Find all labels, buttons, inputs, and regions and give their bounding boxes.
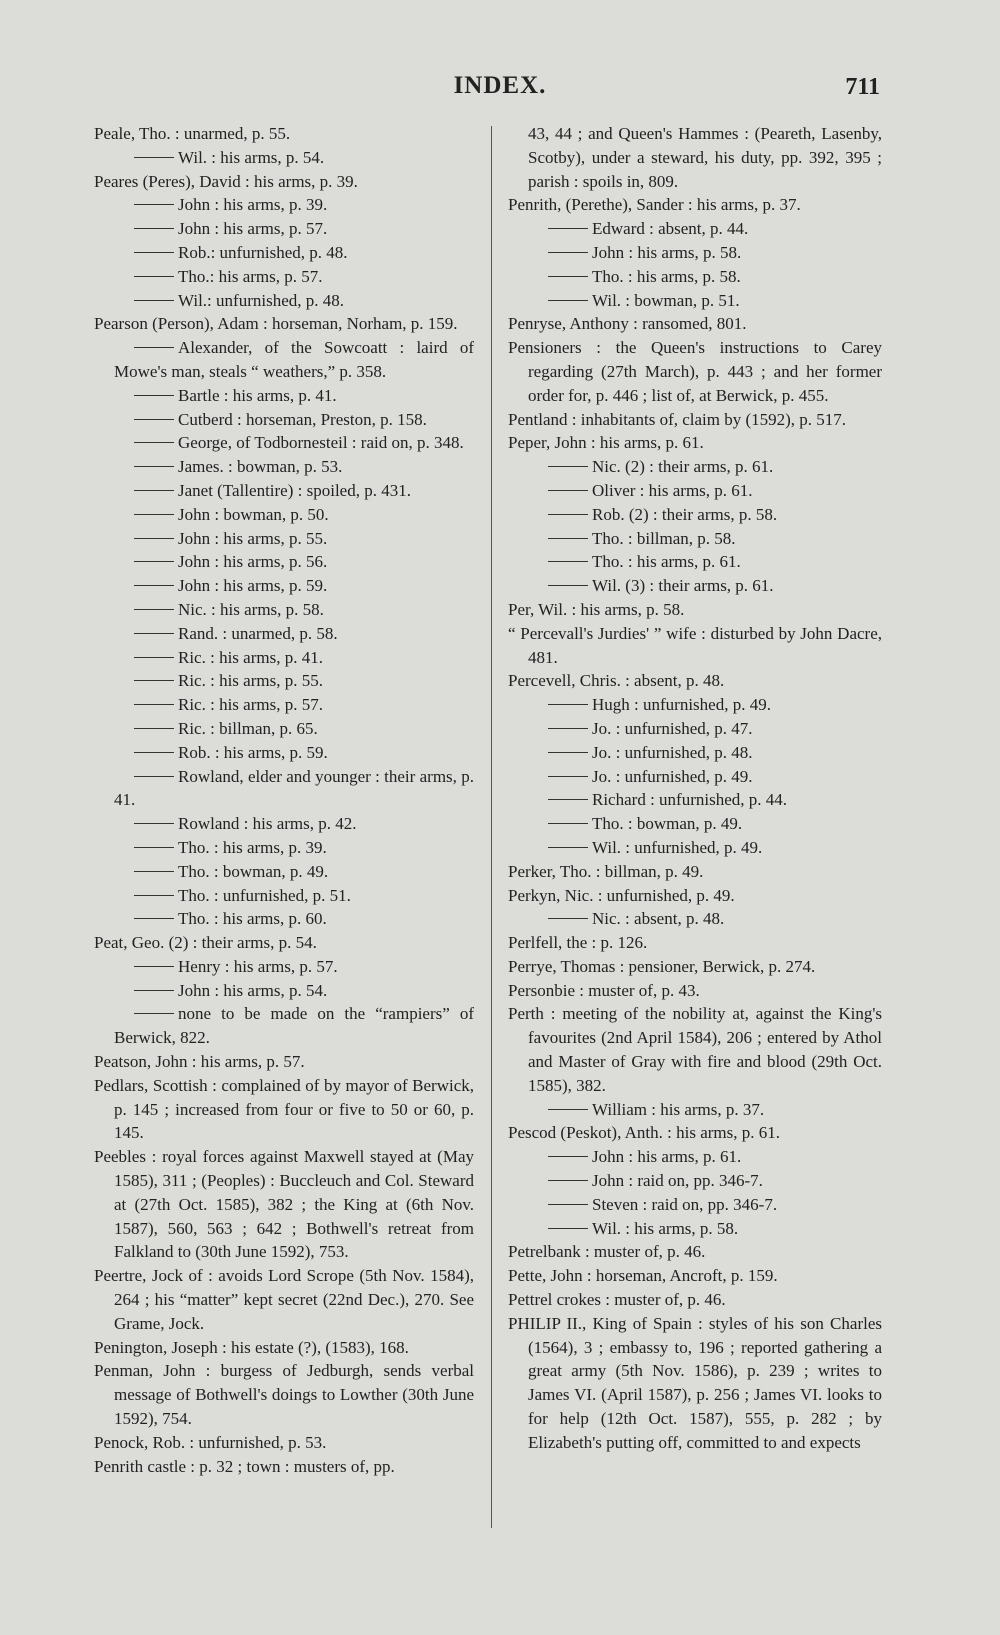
entry-text: Ric. : his arms, p. 57.	[178, 695, 323, 715]
ditto-dash	[548, 228, 588, 229]
entry-text: Peebles : royal forces against Maxwell stayed at (May 1585), 311 ; (Peoples) : Buccleuch and Col. Steward at (27th Oct. 1585), 382 ; the King at (6th Nov. 1587), 560, 563 ; 642 ; Bothwell's retreat from Falkland to (30th June 1592), 753.	[94, 1147, 474, 1262]
entry-text: Tho. : billman, p. 58.	[592, 528, 736, 548]
ditto-dash	[134, 728, 174, 729]
entry-text: John : his arms, p. 57.	[178, 219, 328, 239]
index-subentry	[94, 408, 474, 432]
index-subentry	[94, 622, 474, 646]
index-subentry	[94, 765, 474, 813]
index-subentry	[94, 884, 474, 908]
index-subentry	[94, 503, 474, 527]
index-subentry	[94, 812, 474, 836]
ditto-dash	[134, 585, 174, 586]
index-entry	[94, 1264, 474, 1335]
entry-text: Bartle : his arms, p. 41.	[178, 385, 337, 405]
entry-text: Steven : raid on, pp. 346-7.	[592, 1194, 778, 1214]
index-subentry	[94, 431, 474, 455]
entry-text: Rob.: unfurnished, p. 48.	[178, 242, 348, 262]
index-entry	[94, 312, 474, 336]
index-subentry	[508, 741, 882, 765]
index-entry	[508, 193, 882, 217]
entry-text: Pearson (Person), Adam : horseman, Norham, p. 159.	[94, 314, 458, 334]
entry-text: Peares (Peres), David : his arms, p. 39.	[94, 171, 358, 191]
entry-text: George, of Todbornesteil : raid on, p. 348.	[178, 433, 464, 453]
entry-text: Penock, Rob. : unfurnished, p. 53.	[94, 1432, 327, 1452]
index-subentry	[94, 336, 474, 384]
ditto-dash	[134, 918, 174, 919]
index-subentry	[508, 1145, 882, 1169]
index-subentry	[94, 479, 474, 503]
page-number: 711	[845, 74, 880, 100]
entry-text: Edward : absent, p. 44.	[592, 219, 749, 239]
ditto-dash	[134, 752, 174, 753]
entry-text: Nic. : his arms, p. 58.	[178, 599, 324, 619]
entry-text: John : his arms, p. 55.	[178, 528, 328, 548]
ditto-dash	[548, 1109, 588, 1110]
ditto-dash	[548, 538, 588, 539]
entry-text: Tho. : unfurnished, p. 51.	[178, 885, 351, 905]
entry-text: Penrith castle : p. 32 ; town : musters of, pp.	[94, 1456, 395, 1476]
entry-text: “ Percevall's Jurdies' ” wife : disturbed by John Dacre, 481.	[508, 623, 882, 667]
ditto-dash	[134, 228, 174, 229]
entry-text: Peatson, John : his arms, p. 57.	[94, 1052, 305, 1072]
index-entry	[94, 1336, 474, 1360]
index-subentry	[94, 979, 474, 1003]
index-subentry	[508, 1193, 882, 1217]
index-entry	[508, 1002, 882, 1097]
index-entry	[508, 860, 882, 884]
entry-text: Oliver : his arms, p. 61.	[592, 480, 753, 500]
ditto-dash	[134, 895, 174, 896]
index-subentry	[94, 860, 474, 884]
index-entry	[94, 1074, 474, 1145]
index-subentry	[508, 812, 882, 836]
entry-text: Tho. : his arms, p. 58.	[592, 266, 741, 286]
entry-text: Henry : his arms, p. 57.	[178, 956, 338, 976]
index-subentry	[508, 550, 882, 574]
entry-text: Tho. : his arms, p. 39.	[178, 837, 327, 857]
ditto-dash	[548, 561, 588, 562]
entry-text: Peertre, Jock of : avoids Lord Scrope (5th Nov. 1584), 264 ; his “matter” kept secret (22nd Dec.), 270. See Grame, Jock.	[94, 1266, 474, 1333]
ditto-dash	[134, 252, 174, 253]
entry-text: John : his arms, p. 39.	[178, 195, 328, 215]
index-subentry	[94, 527, 474, 551]
entry-text: Perkyn, Nic. : unfurnished, p. 49.	[508, 885, 735, 905]
entry-text: Penrith, (Perethe), Sander : his arms, p. 37.	[508, 195, 801, 215]
entry-text: Pensioners : the Queen's instructions to Carey regarding (27th March), p. 443 ; and her former order for, p. 446 ; list of, at Berwick, p. 455.	[508, 338, 882, 405]
index-entry	[94, 1145, 474, 1264]
index-entry	[508, 979, 882, 1003]
index-subentry	[508, 1169, 882, 1193]
index-subentry	[508, 455, 882, 479]
entry-text: Wil. : his arms, p. 58.	[592, 1218, 739, 1238]
index-subentry	[508, 788, 882, 812]
entry-text: Tho. : bowman, p. 49.	[592, 814, 743, 834]
entry-text: Peat, Geo. (2) : their arms, p. 54.	[94, 933, 317, 953]
ditto-dash	[134, 657, 174, 658]
index-subentry	[94, 265, 474, 289]
entry-text: John : his arms, p. 61.	[592, 1147, 742, 1167]
index-entry	[508, 1121, 882, 1145]
index-subentry	[94, 241, 474, 265]
index-subentry	[508, 1217, 882, 1241]
page-title: INDEX.	[453, 72, 547, 99]
entry-text: Penman, John : burgess of Jedburgh, sends verbal message of Bothwell's doings to Lowther (30th June 1592), 754.	[94, 1361, 474, 1429]
index-subentry	[94, 836, 474, 860]
entry-text: Cutberd : horseman, Preston, p. 158.	[178, 409, 427, 429]
ditto-dash	[134, 776, 174, 777]
index-subentry	[94, 646, 474, 670]
index-subentry	[94, 146, 474, 170]
entry-text: Personbie : muster of, p. 43.	[508, 980, 700, 1000]
index-subentry	[94, 955, 474, 979]
entry-text: Perrye, Thomas : pensioner, Berwick, p. 274.	[508, 956, 816, 976]
ditto-dash	[134, 204, 174, 205]
entry-text: Perker, Tho. : billman, p. 49.	[508, 861, 704, 881]
index-entry	[94, 1455, 474, 1479]
index-subentry	[94, 907, 474, 931]
index-entry	[508, 312, 882, 336]
ditto-dash	[548, 466, 588, 467]
entry-text: Tho.: his arms, p. 57.	[178, 266, 323, 286]
entry-text: Wil. (3) : their arms, p. 61.	[592, 576, 774, 596]
index-entry	[94, 1431, 474, 1455]
right-column	[508, 122, 882, 1455]
ditto-dash	[548, 823, 588, 824]
index-entry	[508, 622, 882, 670]
entry-text: Alexander, of the Sowcoatt : laird of Mowe's man, steals “ weathers,” p. 358.	[114, 338, 474, 381]
entry-text: John : his arms, p. 59.	[178, 576, 328, 596]
entry-text: John : bowman, p. 50.	[178, 504, 329, 524]
entry-text: Hugh : unfurnished, p. 49.	[592, 695, 771, 715]
ditto-dash	[548, 728, 588, 729]
index-entry	[508, 336, 882, 407]
index-subentry	[94, 669, 474, 693]
entry-text: Nic. : absent, p. 48.	[592, 909, 725, 929]
entry-text: Rob. : his arms, p. 59.	[178, 742, 328, 762]
index-subentry	[508, 693, 882, 717]
index-subentry	[94, 455, 474, 479]
index-entry	[94, 1050, 474, 1074]
ditto-dash	[134, 276, 174, 277]
index-entry	[94, 1359, 474, 1430]
entry-text: John : his arms, p. 54.	[178, 980, 328, 1000]
entry-text: Penryse, Anthony : ransomed, 801.	[508, 314, 747, 334]
entry-text: Nic. (2) : their arms, p. 61.	[592, 457, 774, 477]
ditto-dash	[548, 799, 588, 800]
entry-text: John : his arms, p. 58.	[592, 242, 742, 262]
index-entry	[94, 122, 474, 146]
index-entry	[508, 431, 882, 455]
ditto-dash	[134, 561, 174, 562]
entry-text: Pette, John : horseman, Ancroft, p. 159.	[508, 1266, 778, 1286]
entry-text: Pentland : inhabitants of, claim by (1592), p. 517.	[508, 409, 847, 429]
index-subentry	[508, 289, 882, 313]
left-column	[94, 122, 474, 1478]
index-entry	[508, 1264, 882, 1288]
ditto-dash	[134, 490, 174, 491]
index-subentry	[94, 717, 474, 741]
entry-text: Ric. : his arms, p. 41.	[178, 647, 323, 667]
index-subentry	[94, 598, 474, 622]
index-entry	[508, 669, 882, 693]
index-entry	[508, 1288, 882, 1312]
column-divider	[491, 126, 492, 1528]
entry-text: John : his arms, p. 56.	[178, 552, 328, 572]
index-entry	[508, 408, 882, 432]
index-subentry	[94, 384, 474, 408]
entry-text: Wil. : bowman, p. 51.	[592, 290, 740, 310]
entry-text: Peale, Tho. : unarmed, p. 55.	[94, 124, 291, 143]
entry-text: Perlfell, the : p. 126.	[508, 933, 648, 953]
entry-text: Tho. : bowman, p. 49.	[178, 861, 329, 881]
ditto-dash	[134, 157, 174, 158]
index-subentry	[508, 241, 882, 265]
ditto-dash	[134, 633, 174, 634]
ditto-dash	[548, 514, 588, 515]
index-entry	[508, 884, 882, 908]
ditto-dash	[134, 514, 174, 515]
ditto-dash	[134, 966, 174, 967]
ditto-dash	[548, 300, 588, 301]
ditto-dash	[134, 609, 174, 610]
entry-text: Wil.: unfurnished, p. 48.	[178, 290, 344, 310]
entry-text: Ric. : his arms, p. 55.	[178, 671, 323, 691]
ditto-dash	[548, 1228, 588, 1229]
ditto-dash	[548, 1204, 588, 1205]
ditto-dash	[134, 680, 174, 681]
index-subentry	[508, 836, 882, 860]
ditto-dash	[134, 300, 174, 301]
ditto-dash	[134, 1013, 174, 1014]
ditto-dash	[134, 871, 174, 872]
entry-text: Rand. : unarmed, p. 58.	[178, 623, 338, 643]
ditto-dash	[548, 918, 588, 919]
index-subentry	[508, 217, 882, 241]
ditto-dash	[548, 490, 588, 491]
index-entry	[508, 1240, 882, 1264]
ditto-dash	[134, 847, 174, 848]
ditto-dash	[134, 419, 174, 420]
index-entry	[508, 122, 882, 193]
entry-text: Wil. : his arms, p. 54.	[178, 147, 325, 167]
index-subentry	[508, 265, 882, 289]
index-subentry	[508, 574, 882, 598]
ditto-dash	[134, 395, 174, 396]
index-subentry	[508, 527, 882, 551]
entry-text: Janet (Tallentire) : spoiled, p. 431.	[178, 480, 411, 500]
index-entry	[94, 170, 474, 194]
index-subentry	[94, 217, 474, 241]
index-subentry	[94, 574, 474, 598]
index-subentry	[94, 289, 474, 313]
entry-text: Penington, Joseph : his estate (?), (1583), 168.	[94, 1337, 409, 1357]
entry-text: Jo. : unfurnished, p. 48.	[592, 742, 753, 762]
ditto-dash	[134, 990, 174, 991]
index-entry	[508, 955, 882, 979]
entry-text: Per, Wil. : his arms, p. 58.	[508, 599, 685, 619]
entry-text: James. : bowman, p. 53.	[178, 457, 343, 477]
index-entry	[508, 931, 882, 955]
index-subentry	[508, 503, 882, 527]
ditto-dash	[548, 585, 588, 586]
ditto-dash	[134, 347, 174, 348]
ditto-dash	[134, 704, 174, 705]
index-subentry	[94, 550, 474, 574]
ditto-dash	[134, 442, 174, 443]
entry-text: Petrelbank : muster of, p. 46.	[508, 1242, 706, 1262]
entry-text: Pedlars, Scottish : complained of by mayor of Berwick, p. 145 ; increased from four or five to 50 or 60, p. 145.	[94, 1075, 474, 1143]
entry-text: Percevell, Chris. : absent, p. 48.	[508, 671, 725, 691]
index-entry	[94, 931, 474, 955]
index-subentry	[94, 1002, 474, 1050]
index-subentry	[94, 693, 474, 717]
entry-text: Pescod (Peskot), Anth. : his arms, p. 61.	[508, 1123, 780, 1143]
entry-text: John : raid on, pp. 346-7.	[592, 1171, 763, 1191]
entry-text: Ric. : billman, p. 65.	[178, 718, 318, 738]
entry-text: Rob. (2) : their arms, p. 58.	[592, 504, 778, 524]
index-entry	[508, 598, 882, 622]
entry-text: Pettrel crokes : muster of, p. 46.	[508, 1290, 726, 1310]
ditto-dash	[548, 847, 588, 848]
entry-text: Jo. : unfurnished, p. 49.	[592, 766, 753, 786]
entry-text: Rowland, elder and younger : their arms, p. 41.	[114, 766, 474, 810]
entry-text: Tho. : his arms, p. 61.	[592, 552, 741, 572]
index-subentry	[508, 765, 882, 789]
ditto-dash	[548, 276, 588, 277]
entry-text: Peper, John : his arms, p. 61.	[508, 433, 704, 453]
index-subentry	[94, 193, 474, 217]
entry-text: Richard : unfurnished, p. 44.	[592, 790, 787, 810]
ditto-dash	[548, 1180, 588, 1181]
ditto-dash	[548, 1156, 588, 1157]
ditto-dash	[548, 704, 588, 705]
entry-text: Wil. : unfurnished, p. 49.	[592, 837, 763, 857]
entry-text: William : his arms, p. 37.	[592, 1099, 765, 1119]
ditto-dash	[548, 252, 588, 253]
ditto-dash	[134, 466, 174, 467]
entry-text: Rowland : his arms, p. 42.	[178, 814, 357, 834]
ditto-dash	[134, 823, 174, 824]
entry-text: 43, 44 ; and Queen's Hammes : (Peareth, Lasenby, Scotby), under a steward, his duty, pp. 392, 395 ; parish : spoils in, 809.	[528, 124, 882, 191]
entry-text: none to be made on the “rampiers” of Berwick, 822.	[114, 1004, 474, 1048]
ditto-dash	[548, 776, 588, 777]
index-subentry	[508, 907, 882, 931]
index-entry	[508, 1312, 882, 1455]
entry-text: Tho. : his arms, p. 60.	[178, 909, 327, 929]
entry-text: Perth : meeting of the nobility at, against the King's favourites (2nd April 1584), 206 ; entered by Athol and Master of Gray with fire and blood (29th Oct. 1585), 382.	[508, 1004, 882, 1095]
index-subentry	[508, 479, 882, 503]
ditto-dash	[134, 538, 174, 539]
entry-text: Jo. : unfurnished, p. 47.	[592, 718, 753, 738]
entry-text: PHILIP II., King of Spain : styles of his son Charles (1564), 3 ; embassy to, 196 ; reported gathering a great army (5th Nov. 1586), p. 239 ; writes to James VI. (April 1587), p. 256 ; James VI. looks to for help (12th Oct. 1587), 555, p. 282 ; by Elizabeth's putting off, committed to and expects	[508, 1313, 882, 1452]
index-subentry	[508, 1098, 882, 1122]
ditto-dash	[548, 752, 588, 753]
index-subentry	[508, 717, 882, 741]
index-subentry	[94, 741, 474, 765]
